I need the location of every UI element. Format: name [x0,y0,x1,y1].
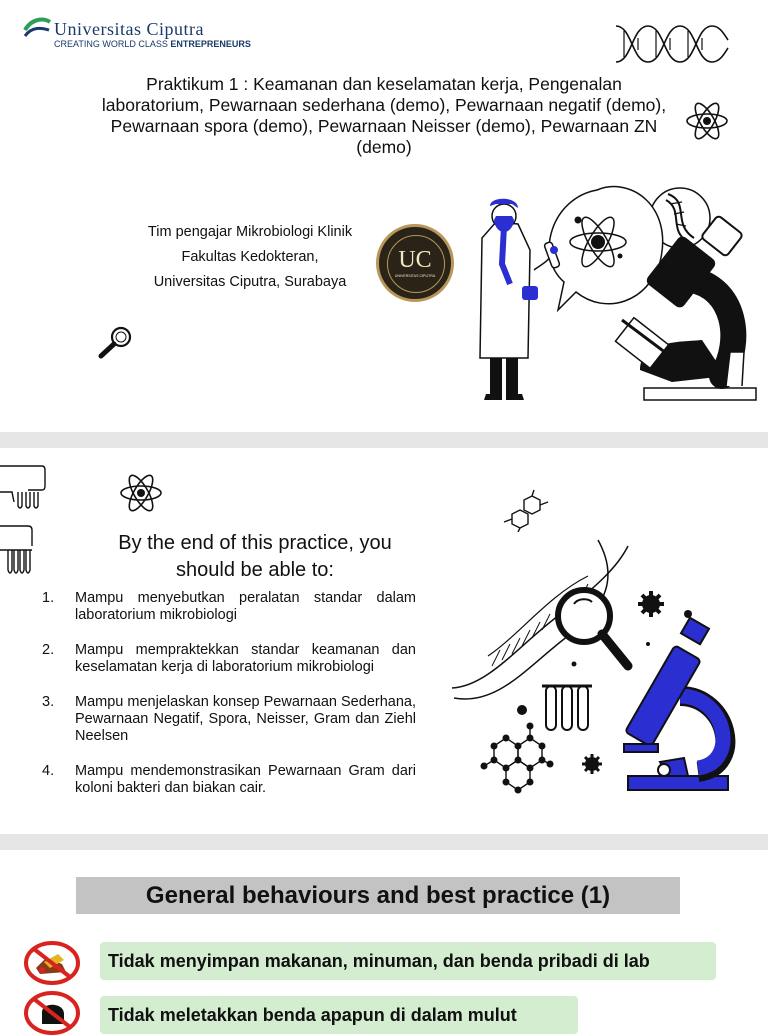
objective-item: 4. Mampu mendemonstrasikan Pewarnaan Gram dari koloni bakteri dan biakan cair. [42,763,416,796]
team-line: Fakultas Kedokteran, [181,249,319,265]
dna-strand-icon [612,18,730,74]
no-food-icon [22,940,82,986]
molecule-icon [502,488,550,532]
teaching-team-credit [130,220,370,295]
team-line: Tim pengajar Mikrobiologi Klinik [147,224,353,240]
magnifier-icon [97,323,135,361]
seal-caption: UNIVERSITAS CIPUTRA [394,274,436,278]
university-logo-wordmark: Universitas Ciputra [54,19,204,39]
slide-3-heading: General behaviours and best practice (1) [76,877,680,914]
slide-divider [0,432,768,448]
seal-monogram: UC [398,247,432,273]
objective-item: 3. Mampu menjelaskan konsep Pewarnaan Sederhana, Pewarnaan Negatif, Spora, Neisser, Gram dan Ziehl Neelsen [42,694,416,744]
university-logo-tagline: CREATING WORLD CLASS ENTREPRENEURS [54,39,251,49]
no-mouth-contact-icon [22,990,82,1036]
slide-divider [0,834,768,850]
objective-item: 1. Mampu menyebutkan peralatan standar dalam laboratorium mikrobiologi [42,590,416,623]
slide-1-title: Praktikum 1 : Keamanan dan keselamatan kerja, Pengenalan laboratorium, Pewarnaan sederhana (demo), Pewarnaan negatif (demo), Pewarnaan spora (demo), Pewarnaan Neisser (demo), Pewarnaan ZN (demo) [101,74,667,157]
safety-rule-item: Tidak menyimpan makanan, minuman, dan benda pribadi di lab [100,942,716,980]
objectives-list [40,590,416,815]
microscope-dna-illustration [448,536,748,812]
objectives-heading: By the end of this practice, you should be able to: [118,532,392,581]
university-logo-icon [22,16,52,40]
atom-icon [684,98,730,144]
atom-icon [118,470,164,516]
objective-item: 2. Mampu mempraktekkan standar keamanan dan keselamatan kerja di laboratorium mikrobiologi [42,642,416,675]
team-line: Universitas Ciputra, Surabaya [153,274,347,290]
safety-rule-item: Tidak meletakkan benda apapun di dalam mulut [100,996,578,1034]
university-seal [376,224,454,302]
lab-glassware-outline-icon [0,462,48,582]
scientist-microscope-illustration [472,180,768,405]
